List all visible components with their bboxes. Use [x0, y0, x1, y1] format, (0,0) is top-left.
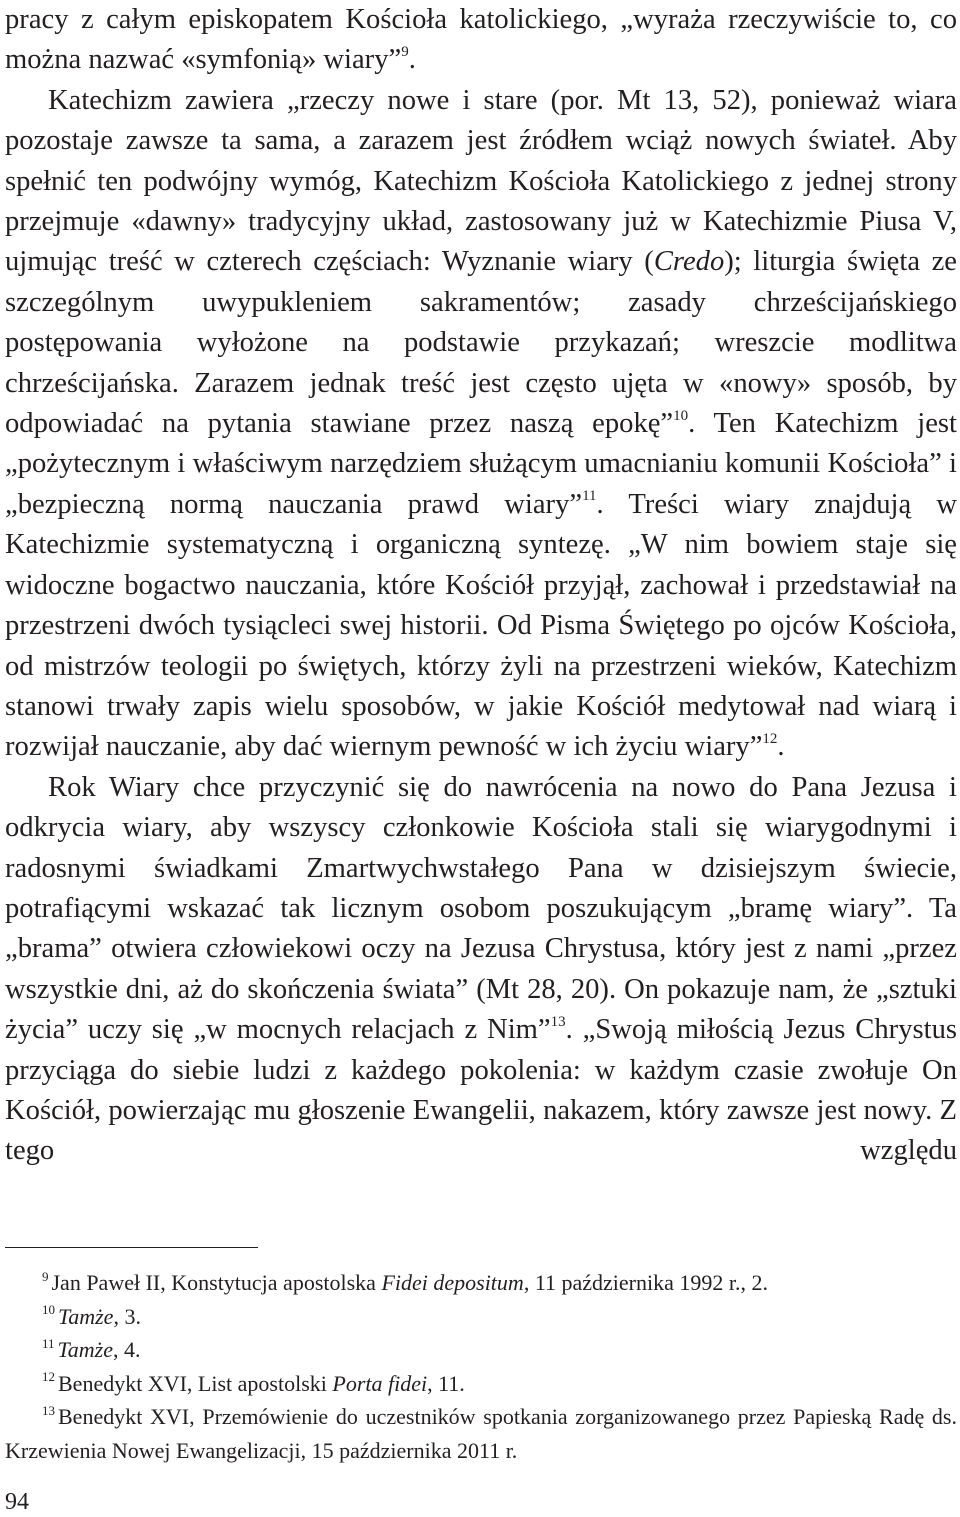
text-run: .	[408, 44, 416, 76]
footnote-number: 10	[42, 1302, 55, 1318]
footnote-number: 12	[42, 1369, 55, 1385]
footnote-ref: 12	[762, 730, 778, 747]
page-number: 94	[5, 1489, 29, 1515]
footnote-11	[5, 1333, 957, 1367]
main-text	[5, 0, 957, 1172]
footnote-13	[5, 1400, 957, 1467]
footnote-12	[5, 1367, 957, 1401]
text-run: . „Swoją miłością Jezus Chrystus przyciąga do siebie ludzi z każdego pokolenia: w każdym czasie zwołuje On Kościół, powierzając mu głoszenie Ewangelii, nakazem, który zawsze jest nowy. Z tego względu	[5, 1014, 957, 1167]
text-run: Katechizm zawiera „rzeczy nowe i stare (por. Mt 13, 52), ponieważ wiara pozostaje zawsze ta sama, a zarazem jest źródłem wciąż nowych świateł. Aby spełnić ten podwójny wymóg, Katechizm Kościoła Katolickiego z jednej strony przejmuje «dawny» tradycyjny układ, zastosowany już w Katechizmie Piusa V, ujmując treść w czterech częściach: Wyznanie wiary (	[5, 84, 957, 278]
text-run: ); liturgia święta ze szczególnym uwypukleniem sakramentów; zasady chrześcijańskiego postępowania wyłożone na podstawie przykazań; wreszcie modlitwa chrześcijańska. Zarazem jednak treść jest często ujęta w «nowy» sposób, by odpowiadać na pytania stawiane przez naszą epokę”	[5, 246, 957, 440]
paragraph-3	[5, 768, 957, 1172]
text-run: Benedykt XVI, List apostolski	[58, 1370, 333, 1396]
italic-run: Porta fidei	[332, 1370, 428, 1396]
text-run: pracy z całym episkopatem Kościoła katolickiego, „wyraża rzeczywiście to, co można nazwać «symfonią» wiary”	[5, 4, 957, 76]
paragraph-2	[5, 81, 957, 768]
paragraph-1	[5, 0, 957, 81]
italic-run: Tamże	[57, 1337, 113, 1362]
footnotes	[5, 1266, 957, 1467]
text-run: Rok Wiary chce przyczynić się do nawrócenia na nowo do Pana Jezusa i odkrycia wiary, aby wszyscy członkowie Kościoła stali się wiarygodnymi i radosnymi świadkami Zmartwychwstałego Pana w dzisiejszym świecie, potrafiącymi wskazać tak licznym osobom poszukującym „bramę wiary”. Ta „brama” otwiera człowiekowi oczy na Jezusa Chrystusa, który jest z nami „przez wszystkie dni, aż do skończenia świata” (Mt 28, 20). On pokazuje nam, że „sztuki życia” uczy się „w mocnych relacjach z Nim”	[5, 771, 957, 1046]
footnote-9	[5, 1266, 957, 1300]
footnote-ref: 10	[673, 407, 689, 424]
footnote-10	[5, 1300, 957, 1334]
footnote-number: 9	[42, 1268, 49, 1284]
text-run: . Ten Katechizm jest „pożytecznym i właściwym narzędziem służącym umacnianiu komunii Kościoła” i „bezpieczną normą nauczania prawd wiary”	[5, 408, 957, 520]
text-run: , 3.	[113, 1303, 141, 1329]
footnote-ref: 11	[582, 488, 597, 505]
footnote-number: 13	[42, 1402, 55, 1418]
text-run: , 11 października 1992 r., 2.	[523, 1270, 768, 1295]
text-run: , 11.	[427, 1370, 465, 1396]
text-run: Benedykt XVI, Przemówienie do uczestników spotkania zorganizowanego przez Papieską Radę ds. Krzewienia Nowej Ewangelizacji, 15 października 2011 r.	[5, 1404, 957, 1463]
italic-run: Tamże	[58, 1303, 114, 1329]
footnote-number: 11	[42, 1335, 55, 1351]
text-run: . Treści wiary znajdują w Katechizmie systematyczną i organiczną syntezę. „W nim bowiem staje się widoczne bogactwo nauczania, które Kościół przyjął, zachował i przedstawiał na przestrzeni dwóch tysiącleci swej historii. Od Pisma Świętego po ojców Kościoła, od mistrzów teologii po świętych, którzy żyli na przestrzeni wieków, Katechizm stanowi trwały zapis wielu sposobów, w jakie Kościół medytował nad wiarą i rozwijał nauczanie, aby dać wiernym pewność w ich życiu wiary”	[5, 488, 957, 763]
italic-run: Fidei depositum	[381, 1270, 524, 1295]
text-run: , 4.	[112, 1337, 141, 1362]
footnote-ref: 13	[550, 1013, 566, 1030]
text-run: Jan Paweł II, Konstytucja apostolska	[51, 1270, 382, 1295]
footnote-ref: 9	[401, 43, 409, 60]
footnote-separator	[5, 1247, 258, 1248]
text-run: .	[777, 731, 785, 763]
italic-run: Credo	[653, 246, 725, 278]
